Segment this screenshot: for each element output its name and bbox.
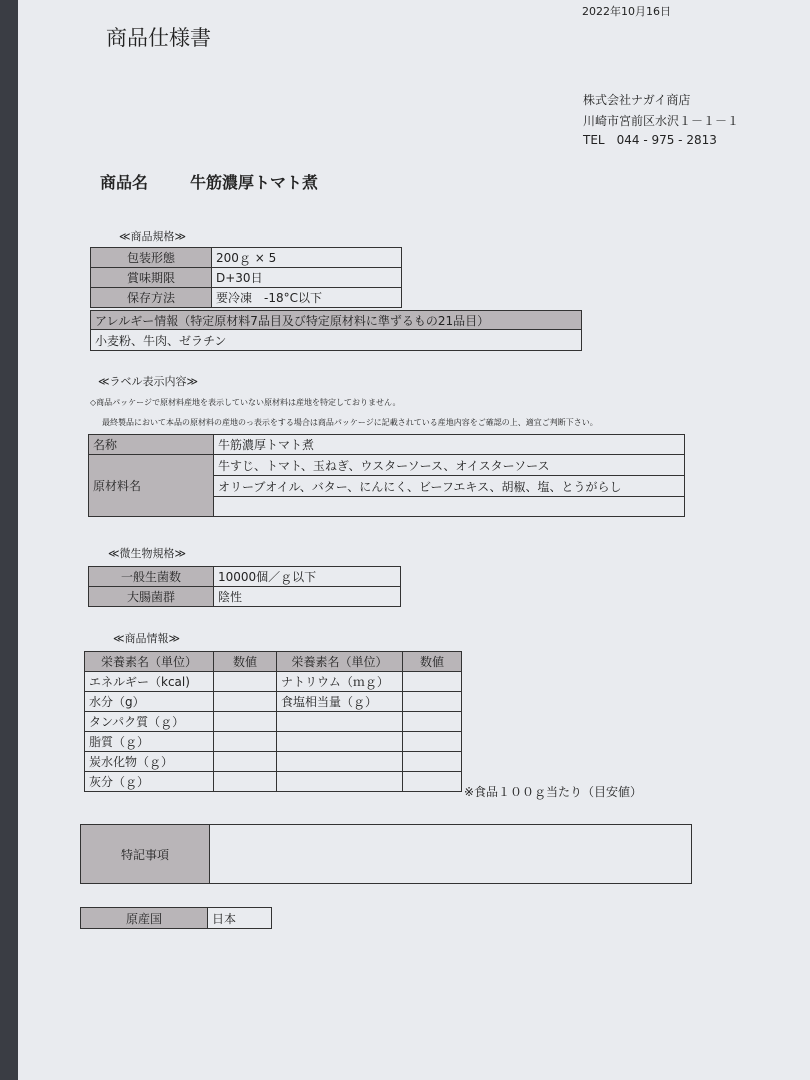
table-row: エネルギー（kcal) ナトリウム（ｍｇ） bbox=[85, 672, 462, 692]
table-row: 包装形態 200ｇ × 5 bbox=[91, 248, 402, 268]
product-name: 牛筋濃厚トマト煮 bbox=[190, 173, 319, 192]
origin-table bbox=[80, 907, 272, 929]
company-tel: TEL 044 - 975 - 2813 bbox=[583, 133, 717, 147]
micro-heading: ≪微生物規格≫ bbox=[108, 547, 187, 560]
table-row: 賞味期限 D+30日 bbox=[91, 268, 402, 288]
micro-table bbox=[88, 566, 401, 607]
label-note-1: ◇商品パッケージで原材料産地を表示していない原材料は産地を特定しておりません。 bbox=[90, 398, 401, 407]
table-row: 脂質（ｇ） bbox=[85, 732, 462, 752]
table-row: オリーブオイル、バター、にんにく、ビーフエキス、胡椒、塩、とうがらし bbox=[89, 476, 685, 497]
allergy-value: 小麦粉、牛肉、ゼラチン bbox=[91, 330, 582, 351]
nutrition-table bbox=[84, 651, 462, 792]
label-heading: ≪ラベル表示内容≫ bbox=[98, 375, 199, 388]
remarks-value bbox=[210, 825, 692, 884]
nutrition-heading: ≪商品情報≫ bbox=[113, 632, 181, 645]
remarks-table bbox=[80, 824, 692, 884]
table-row bbox=[91, 311, 582, 330]
table-row: 大腸菌群 陰性 bbox=[89, 587, 401, 607]
product-name-label: 商品名 bbox=[100, 173, 149, 192]
table-row: 水分（g） 食塩相当量（ｇ） bbox=[85, 692, 462, 712]
table-row: 栄養素名（単位） 数値 栄養素名（単位） 数値 bbox=[85, 652, 462, 672]
spec-heading: ≪商品規格≫ bbox=[119, 230, 187, 243]
allergy-header: アレルギー情報（特定原材料7品目及び特定原材料に準ずるもの21品目） bbox=[91, 311, 582, 330]
table-row: 原材料名 牛すじ、トマト、玉ねぎ、ウスターソース、オイスターソース bbox=[89, 455, 685, 476]
table-row bbox=[81, 825, 692, 884]
label-note-2: 最終製品において本品の原材料の産地のっ表示をする場合は商品パッケージに記載されている産地内容をご確認の上、適宜ご判断下さい。 bbox=[102, 418, 598, 427]
issue-date: 2022年10月16日 bbox=[582, 5, 671, 18]
document-page bbox=[18, 0, 810, 1080]
company-name: 株式会社ナガイ商店 bbox=[583, 93, 691, 107]
table-row bbox=[91, 330, 582, 351]
origin-value: 日本 bbox=[208, 908, 272, 929]
table-row: 灰分（ｇ） bbox=[85, 772, 462, 792]
nutrition-footnote: ※食品１００ｇ当たり（目安値） bbox=[464, 785, 643, 799]
table-row: 名称 牛筋濃厚トマト煮 bbox=[89, 435, 685, 455]
allergy-table bbox=[90, 310, 582, 351]
spec-table bbox=[90, 247, 402, 308]
table-row: 一般生菌数 10000個／ｇ以下 bbox=[89, 567, 401, 587]
document-title: 商品仕様書 bbox=[106, 26, 211, 50]
table-row: 保存方法 要冷凍 -18°C以下 bbox=[91, 288, 402, 308]
table-row bbox=[81, 908, 272, 929]
table-row: 炭水化物（ｇ） bbox=[85, 752, 462, 772]
origin-label: 原産国 bbox=[81, 908, 208, 929]
table-row: タンパク質（ｇ） bbox=[85, 712, 462, 732]
company-address: 川崎市宮前区水沢１－１－１ bbox=[583, 114, 740, 128]
label-table bbox=[88, 434, 685, 517]
remarks-label: 特記事項 bbox=[81, 825, 210, 884]
